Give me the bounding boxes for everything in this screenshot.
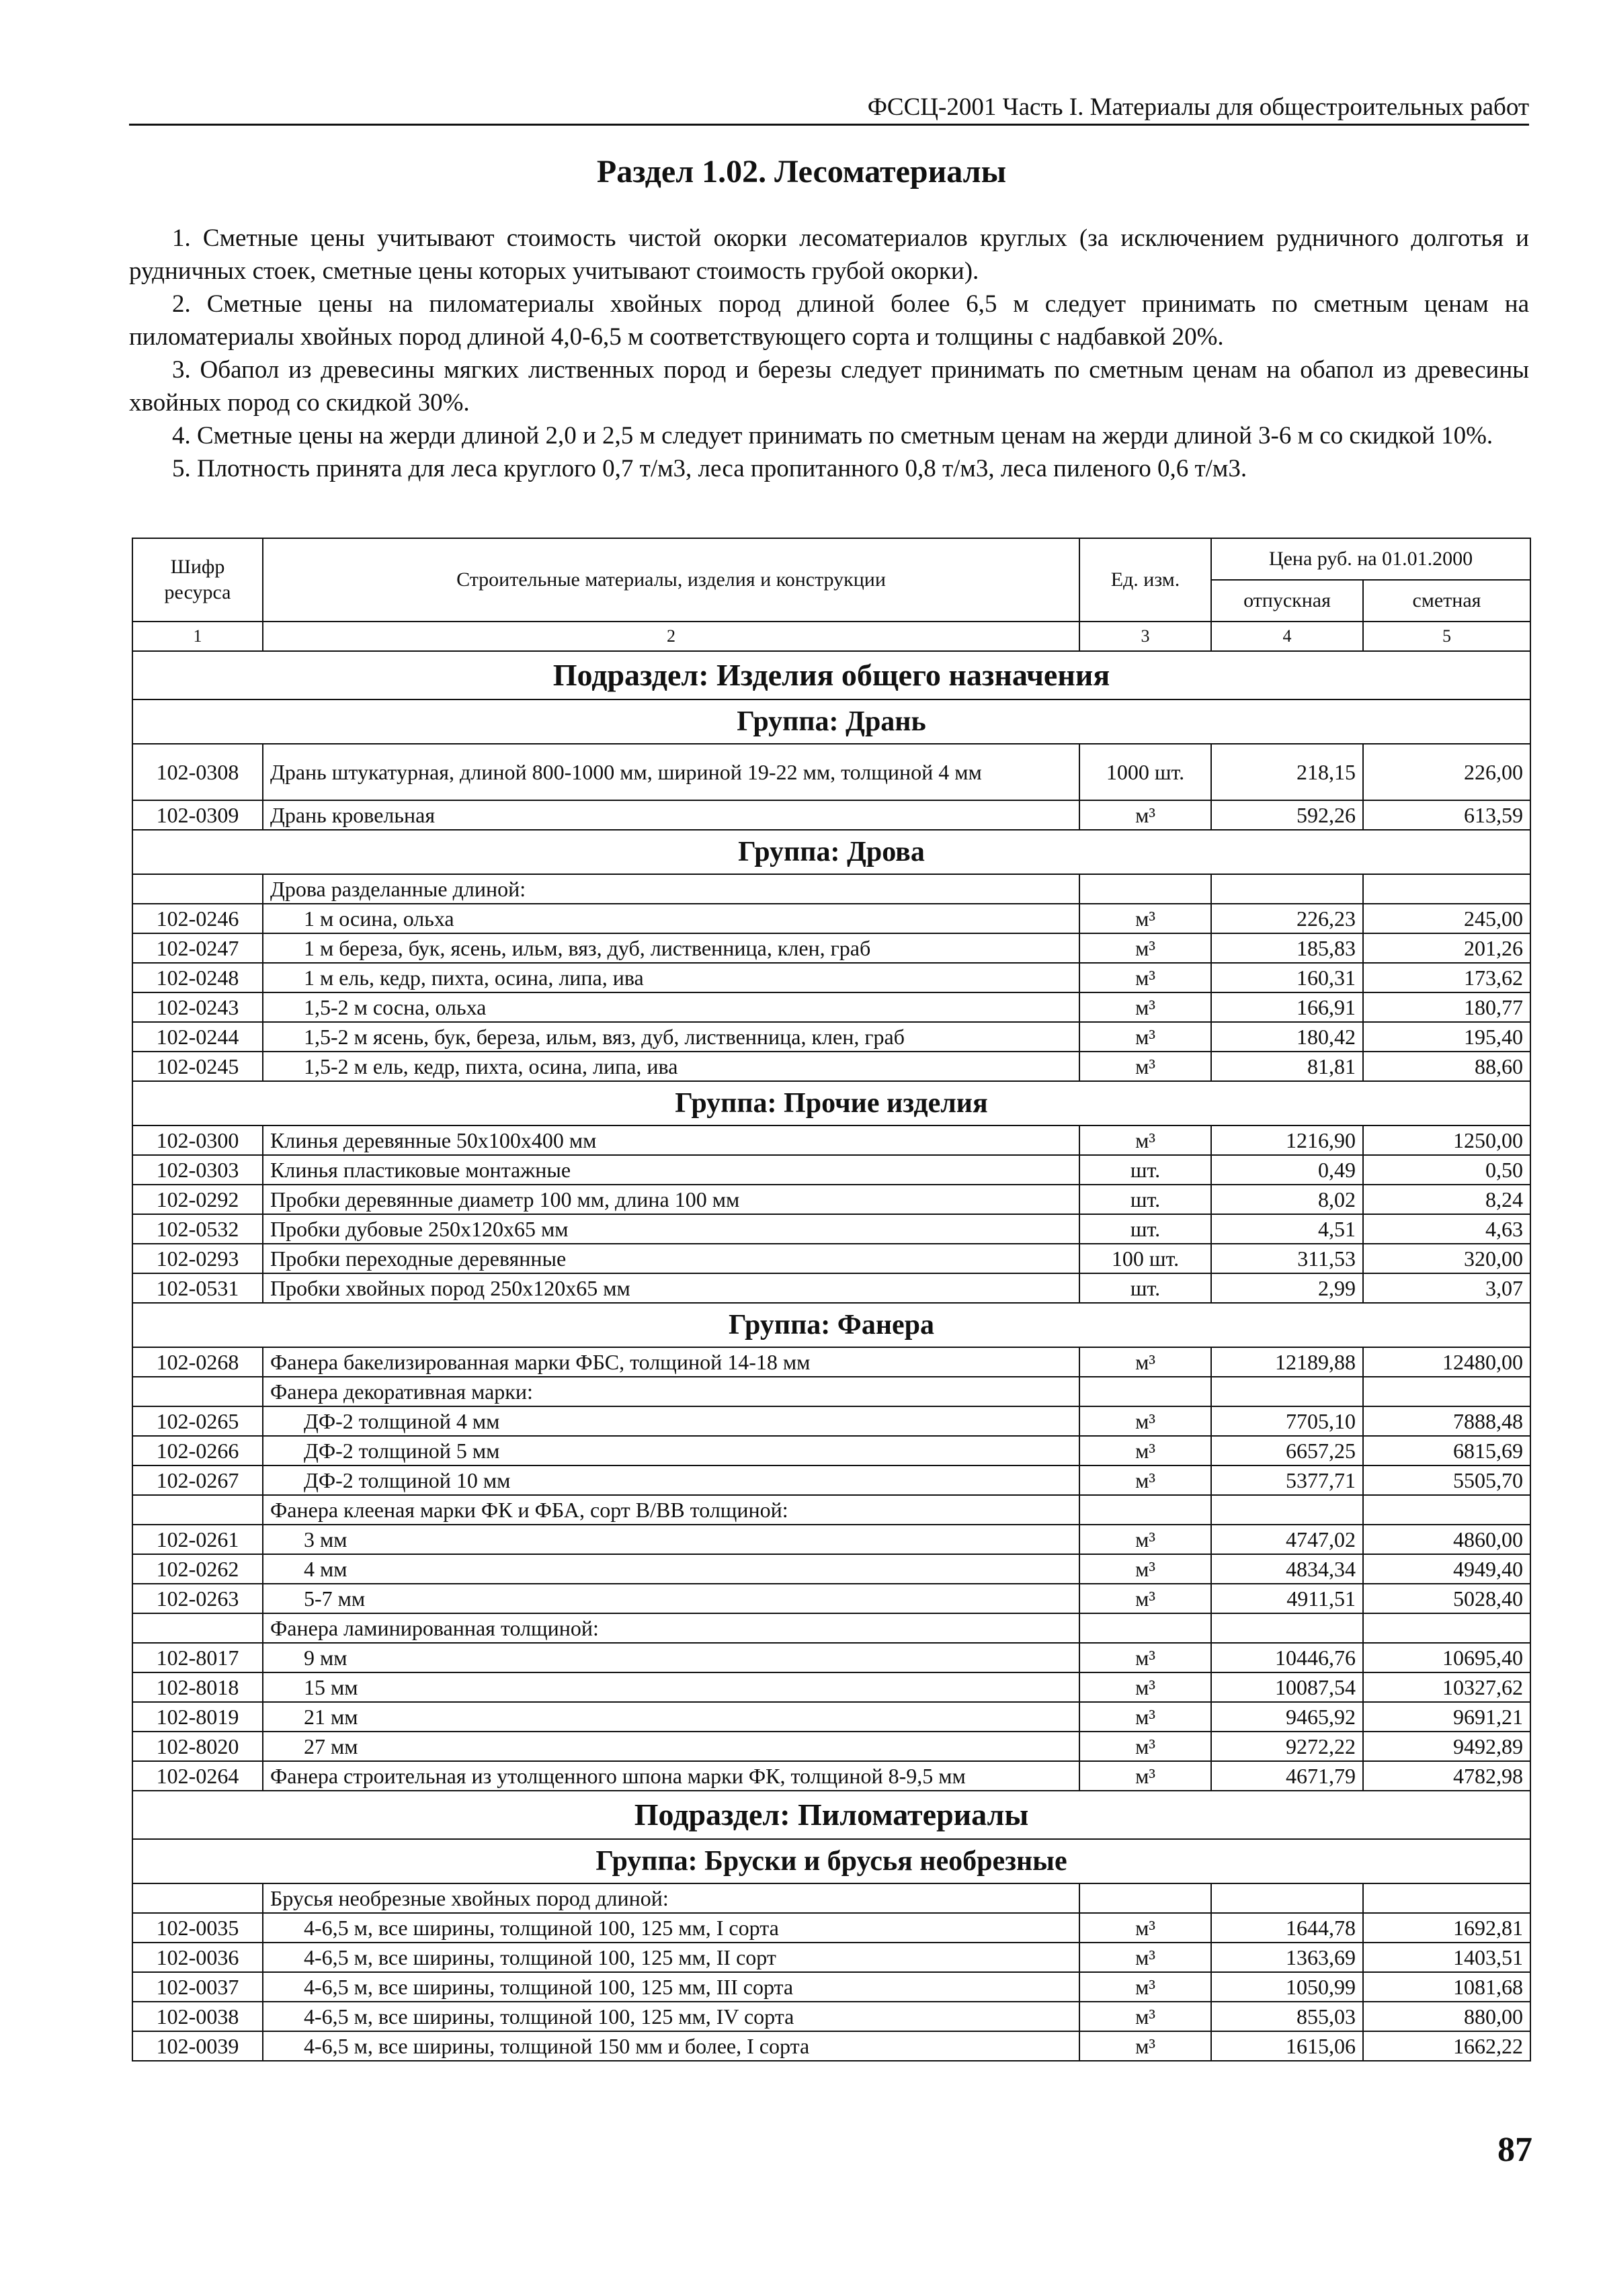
empty-cell (1211, 1495, 1363, 1525)
label-row (132, 1613, 1530, 1643)
release-price: 1644,78 (1211, 1913, 1363, 1943)
empty-cell (132, 1495, 263, 1525)
release-price: 4911,51 (1211, 1584, 1363, 1613)
unit-of-measure: м³ (1079, 1052, 1211, 1081)
item-name: 15 мм (263, 1672, 1079, 1702)
item-name: Пробки дубовые 250х120х65 мм (263, 1214, 1079, 1244)
unit-of-measure: м³ (1079, 800, 1211, 830)
empty-cell (1211, 1883, 1363, 1913)
release-price: 592,26 (1211, 800, 1363, 830)
item-name: Клинья деревянные 50х100х400 мм (263, 1125, 1079, 1155)
unit-of-measure: м³ (1079, 992, 1211, 1022)
column-numbers-row (132, 622, 1530, 651)
empty-cell (1211, 874, 1363, 904)
resource-code: 102-0247 (132, 933, 263, 963)
table-row (132, 1732, 1530, 1761)
header-name: Строительные материалы, изделия и конструкции (263, 538, 1079, 622)
item-name: 1,5-2 м сосна, ольха (263, 992, 1079, 1022)
item-name: 1,5-2 м ясень, бук, береза, ильм, вяз, дуб, лиственница, клен, граб (263, 1022, 1079, 1052)
item-name: 4-6,5 м, все ширины, толщиной 100, 125 мм, II сорт (263, 1943, 1079, 1972)
resource-code: 102-0532 (132, 1214, 263, 1244)
unit-of-measure: 1000 шт. (1079, 744, 1211, 800)
section-title: Раздел 1.02. Лесоматериалы (596, 154, 1007, 189)
item-name: Фанера строительная из утолщенного шпона марки ФК, толщиной 8-9,5 мм (263, 1761, 1079, 1791)
release-price: 9465,92 (1211, 1702, 1363, 1732)
header-estimate-price: сметная (1363, 580, 1530, 622)
table-row (132, 1406, 1530, 1436)
resource-code: 102-0531 (132, 1273, 263, 1303)
estimate-price: 245,00 (1363, 904, 1530, 933)
estimate-price: 1403,51 (1363, 1943, 1530, 1972)
table-row (132, 1702, 1530, 1732)
resource-code: 102-0037 (132, 1972, 263, 2002)
item-name: 27 мм (263, 1732, 1079, 1761)
release-price: 5377,71 (1211, 1465, 1363, 1495)
table-row (132, 1943, 1530, 1972)
resource-code: 102-0261 (132, 1525, 263, 1554)
empty-cell (1079, 1377, 1211, 1406)
item-name: Клинья пластиковые монтажные (263, 1155, 1079, 1185)
unit-of-measure: м³ (1079, 1584, 1211, 1613)
empty-cell (132, 874, 263, 904)
unit-of-measure: м³ (1079, 1554, 1211, 1584)
notes (129, 222, 1529, 485)
unit-of-measure: м³ (1079, 904, 1211, 933)
empty-cell (1211, 1613, 1363, 1643)
release-price: 10087,54 (1211, 1672, 1363, 1702)
estimate-price: 9691,21 (1363, 1702, 1530, 1732)
empty-cell (132, 1883, 263, 1913)
resource-code: 102-0038 (132, 2002, 263, 2031)
item-group-label: Дрова разделанные длиной: (263, 874, 1079, 904)
empty-cell (1363, 1495, 1530, 1525)
label-row (132, 1377, 1530, 1406)
resource-code: 102-0035 (132, 1913, 263, 1943)
table-row (132, 1672, 1530, 1702)
unit-of-measure: м³ (1079, 1913, 1211, 1943)
resource-code: 102-0245 (132, 1052, 263, 1081)
empty-cell (1079, 1883, 1211, 1913)
label-row (132, 874, 1530, 904)
table-row (132, 992, 1530, 1022)
estimate-price: 4782,98 (1363, 1761, 1530, 1791)
item-name: Пробки хвойных пород 250х120х65 мм (263, 1273, 1079, 1303)
group-title: Группа: Фанера (132, 1303, 1530, 1347)
item-group-label: Фанера декоративная марки: (263, 1377, 1079, 1406)
item-name: ДФ-2 толщиной 10 мм (263, 1465, 1079, 1495)
unit-of-measure: м³ (1079, 963, 1211, 992)
estimate-price: 7888,48 (1363, 1406, 1530, 1436)
estimate-price: 8,24 (1363, 1185, 1530, 1214)
release-price: 4747,02 (1211, 1525, 1363, 1554)
unit-of-measure: 100 шт. (1079, 1244, 1211, 1273)
table-row (132, 1643, 1530, 1672)
estimate-price: 613,59 (1363, 800, 1530, 830)
column-number: 1 (132, 622, 263, 651)
estimate-price: 173,62 (1363, 963, 1530, 992)
table-row (132, 2002, 1530, 2031)
unit-of-measure: м³ (1079, 1732, 1211, 1761)
label-row (132, 1495, 1530, 1525)
empty-cell (1363, 874, 1530, 904)
resource-code: 102-0039 (132, 2031, 263, 2061)
release-price: 218,15 (1211, 744, 1363, 800)
resource-code: 102-0266 (132, 1436, 263, 1465)
estimate-price: 180,77 (1363, 992, 1530, 1022)
item-group-label: Фанера клееная марки ФК и ФБА, сорт В/ВВ толщиной: (263, 1495, 1079, 1525)
resource-code: 102-0248 (132, 963, 263, 992)
estimate-price: 4,63 (1363, 1214, 1530, 1244)
release-price: 1363,69 (1211, 1943, 1363, 1972)
unit-of-measure: м³ (1079, 1465, 1211, 1495)
release-price: 166,91 (1211, 992, 1363, 1022)
item-group-label: Брусья необрезные хвойных пород длиной: (263, 1883, 1079, 1913)
estimate-price: 880,00 (1363, 2002, 1530, 2031)
resource-code: 102-8019 (132, 1702, 263, 1732)
table-row (132, 800, 1530, 830)
release-price: 10446,76 (1211, 1643, 1363, 1672)
resource-code: 102-8018 (132, 1672, 263, 1702)
release-price: 2,99 (1211, 1273, 1363, 1303)
estimate-price: 1250,00 (1363, 1125, 1530, 1155)
table-row (132, 1185, 1530, 1214)
table-row (132, 1761, 1530, 1791)
release-price: 6657,25 (1211, 1436, 1363, 1465)
resource-code: 102-0308 (132, 744, 263, 800)
release-price: 226,23 (1211, 904, 1363, 933)
release-price: 12189,88 (1211, 1347, 1363, 1377)
empty-cell (1363, 1613, 1530, 1643)
group-title: Группа: Бруски и брусья необрезные (132, 1839, 1530, 1883)
table-row (132, 1155, 1530, 1185)
unit-of-measure: м³ (1079, 1672, 1211, 1702)
unit-of-measure: м³ (1079, 933, 1211, 963)
empty-cell (1079, 1613, 1211, 1643)
unit-of-measure: шт. (1079, 1185, 1211, 1214)
resource-code: 102-0262 (132, 1554, 263, 1584)
table-row (132, 904, 1530, 933)
empty-cell (1079, 1495, 1211, 1525)
unit-of-measure: м³ (1079, 1761, 1211, 1791)
estimate-price: 10695,40 (1363, 1643, 1530, 1672)
release-price: 81,81 (1211, 1052, 1363, 1081)
table-row (132, 1022, 1530, 1052)
table-row (132, 2031, 1530, 2061)
table-row (132, 1554, 1530, 1584)
item-name: Пробки деревянные диаметр 100 мм, длина 100 мм (263, 1185, 1079, 1214)
release-price: 160,31 (1211, 963, 1363, 992)
resource-code: 102-0244 (132, 1022, 263, 1052)
empty-cell (1211, 1377, 1363, 1406)
group-row (132, 699, 1530, 744)
note-1: 1. Сметные цены учитывают стоимость чистой окорки лесоматериалов круглых (за исключением рудничного долготья и рудничных стоек, сметные цены которых учитывают стоимость грубой окорки). (129, 224, 1529, 285)
resource-code: 102-0036 (132, 1943, 263, 1972)
column-number: 2 (263, 622, 1079, 651)
empty-cell (1363, 1883, 1530, 1913)
item-name: 3 мм (263, 1525, 1079, 1554)
item-name: Фанера бакелизированная марки ФБС, толщиной 14-18 мм (263, 1347, 1079, 1377)
unit-of-measure: м³ (1079, 1022, 1211, 1052)
resource-code: 102-0246 (132, 904, 263, 933)
item-name: 21 мм (263, 1702, 1079, 1732)
estimate-price: 6815,69 (1363, 1436, 1530, 1465)
unit-of-measure: шт. (1079, 1155, 1211, 1185)
column-number: 3 (1079, 622, 1211, 651)
resource-code: 102-0293 (132, 1244, 263, 1273)
item-name: 4-6,5 м, все ширины, толщиной 100, 125 мм, IV сорта (263, 2002, 1079, 2031)
item-name: 9 мм (263, 1643, 1079, 1672)
release-price: 4,51 (1211, 1214, 1363, 1244)
note-3: 3. Обапол из древесины мягких лиственных пород и березы следует принимать по сметным ценам на обапол из древесины хвойных пород со скидкой 30%. (129, 356, 1529, 417)
item-name: Пробки переходные деревянные (263, 1244, 1079, 1273)
item-name: 5-7 мм (263, 1584, 1079, 1613)
estimate-price: 1081,68 (1363, 1972, 1530, 2002)
item-name: 4 мм (263, 1554, 1079, 1584)
estimate-price: 88,60 (1363, 1052, 1530, 1081)
empty-cell (1079, 874, 1211, 904)
unit-of-measure: м³ (1079, 1972, 1211, 2002)
unit-of-measure: м³ (1079, 1125, 1211, 1155)
release-price: 9272,22 (1211, 1732, 1363, 1761)
running-header: ФССЦ-2001 Часть I. Материалы для общестроительных работ (129, 93, 1529, 126)
note-4: 4. Сметные цены на жерди длиной 2,0 и 2,5 м следует принимать по сметным ценам на жерди длиной 3-6 м со скидкой 10%. (172, 422, 1493, 450)
subsection-title: Подраздел: Пиломатериалы (132, 1791, 1530, 1839)
estimate-price: 4860,00 (1363, 1525, 1530, 1554)
group-row (132, 830, 1530, 874)
item-name: 4-6,5 м, все ширины, толщиной 100, 125 мм, III сорта (263, 1972, 1079, 2002)
table-row (132, 1465, 1530, 1495)
table-row (132, 1913, 1530, 1943)
release-price: 8,02 (1211, 1185, 1363, 1214)
empty-cell (132, 1377, 263, 1406)
release-price: 855,03 (1211, 2002, 1363, 2031)
empty-cell (132, 1613, 263, 1643)
estimate-price: 0,50 (1363, 1155, 1530, 1185)
item-name: Дрань штукатурная, длиной 800-1000 мм, шириной 19-22 мм, толщиной 4 мм (263, 744, 1079, 800)
group-title: Группа: Дрань (132, 699, 1530, 744)
group-title: Группа: Прочие изделия (132, 1081, 1530, 1125)
header-release-price: отпускная (1211, 580, 1363, 622)
unit-of-measure: шт. (1079, 1273, 1211, 1303)
item-group-label: Фанера ламинированная толщиной: (263, 1613, 1079, 1643)
resource-code: 102-0264 (132, 1761, 263, 1791)
table-header-row (132, 538, 1530, 580)
resource-code: 102-0265 (132, 1406, 263, 1436)
table-row (132, 1052, 1530, 1081)
resource-code: 102-0263 (132, 1584, 263, 1613)
label-row (132, 1883, 1530, 1913)
unit-of-measure: м³ (1079, 1436, 1211, 1465)
estimate-price: 5505,70 (1363, 1465, 1530, 1495)
subsection-row (132, 651, 1530, 699)
unit-of-measure: м³ (1079, 1525, 1211, 1554)
item-name: Дрань кровельная (263, 800, 1079, 830)
unit-of-measure: м³ (1079, 1702, 1211, 1732)
table-row (132, 1972, 1530, 2002)
resource-code: 102-0309 (132, 800, 263, 830)
header-code: Шифр ресурса (132, 538, 263, 622)
estimate-price: 3,07 (1363, 1273, 1530, 1303)
release-price: 180,42 (1211, 1022, 1363, 1052)
unit-of-measure: м³ (1079, 2002, 1211, 2031)
table-row (132, 1244, 1530, 1273)
resource-code: 102-8020 (132, 1732, 263, 1761)
unit-of-measure: м³ (1079, 1406, 1211, 1436)
estimate-price: 320,00 (1363, 1244, 1530, 1273)
estimate-price: 195,40 (1363, 1022, 1530, 1052)
unit-of-measure: м³ (1079, 2031, 1211, 2061)
release-price: 185,83 (1211, 933, 1363, 963)
estimate-price: 4949,40 (1363, 1554, 1530, 1584)
table-row (132, 1525, 1530, 1554)
resource-code: 102-0268 (132, 1347, 263, 1377)
subsection-title: Подраздел: Изделия общего назначения (132, 651, 1530, 699)
unit-of-measure: шт. (1079, 1214, 1211, 1244)
empty-cell (1363, 1377, 1530, 1406)
resource-code: 102-0303 (132, 1155, 263, 1185)
item-name: 1,5-2 м ель, кедр, пихта, осина, липа, ива (263, 1052, 1079, 1081)
estimate-price: 226,00 (1363, 744, 1530, 800)
unit-of-measure: м³ (1079, 1347, 1211, 1377)
release-price: 0,49 (1211, 1155, 1363, 1185)
release-price: 311,53 (1211, 1244, 1363, 1273)
table-row (132, 933, 1530, 963)
unit-of-measure: м³ (1079, 1943, 1211, 1972)
column-number: 5 (1363, 622, 1530, 651)
item-name: ДФ-2 толщиной 5 мм (263, 1436, 1079, 1465)
table-row (132, 1214, 1530, 1244)
header-price: Цена руб. на 01.01.2000 (1211, 538, 1530, 580)
release-price: 1216,90 (1211, 1125, 1363, 1155)
item-name: 1 м осина, ольха (263, 904, 1079, 933)
estimate-price: 10327,62 (1363, 1672, 1530, 1702)
resource-code: 102-0267 (132, 1465, 263, 1495)
estimate-price: 5028,40 (1363, 1584, 1530, 1613)
estimate-price: 1692,81 (1363, 1913, 1530, 1943)
estimate-price: 12480,00 (1363, 1347, 1530, 1377)
table-row (132, 1125, 1530, 1155)
item-name: 1 м береза, бук, ясень, ильм, вяз, дуб, лиственница, клен, граб (263, 933, 1079, 963)
resource-code: 102-0300 (132, 1125, 263, 1155)
table-row (132, 1347, 1530, 1377)
release-price: 4671,79 (1211, 1761, 1363, 1791)
group-row (132, 1303, 1530, 1347)
release-price: 4834,34 (1211, 1554, 1363, 1584)
item-name: 4-6,5 м, все ширины, толщиной 100, 125 мм, I сорта (263, 1913, 1079, 1943)
release-price: 7705,10 (1211, 1406, 1363, 1436)
resource-code: 102-0243 (132, 992, 263, 1022)
release-price: 1615,06 (1211, 2031, 1363, 2061)
note-5: 5. Плотность принята для леса круглого 0,7 т/м3, леса пропитанного 0,8 т/м3, леса пиленого 0,6 т/м3. (172, 455, 1247, 482)
subsection-row (132, 1791, 1530, 1839)
column-number: 4 (1211, 622, 1363, 651)
item-name: 4-6,5 м, все ширины, толщиной 150 мм и более, I сорта (263, 2031, 1079, 2061)
group-row (132, 1839, 1530, 1883)
note-2: 2. Сметные цены на пиломатериалы хвойных пород длиной более 6,5 м следует принимать по сметным ценам на пиломатериалы хвойных пород длиной 4,0-6,5 м соответствующего сорта и толщины с надбавкой 20%. (129, 290, 1529, 351)
table-row (132, 1436, 1530, 1465)
estimate-price: 201,26 (1363, 933, 1530, 963)
table-body (132, 651, 1530, 2061)
estimate-price: 9492,89 (1363, 1732, 1530, 1761)
table-row (132, 1584, 1530, 1613)
item-name: ДФ-2 толщиной 4 мм (263, 1406, 1079, 1436)
resource-code: 102-8017 (132, 1643, 263, 1672)
table-row (132, 744, 1530, 800)
release-price: 1050,99 (1211, 1972, 1363, 2002)
group-title: Группа: Дрова (132, 830, 1530, 874)
resource-price-table (132, 538, 1531, 2061)
table-row (132, 963, 1530, 992)
resource-code: 102-0292 (132, 1185, 263, 1214)
unit-of-measure: м³ (1079, 1643, 1211, 1672)
estimate-price: 1662,22 (1363, 2031, 1530, 2061)
page-number: 87 (1497, 2131, 1532, 2169)
group-row (132, 1081, 1530, 1125)
header-unit: Ед. изм. (1079, 538, 1211, 622)
table-row (132, 1273, 1530, 1303)
item-name: 1 м ель, кедр, пихта, осина, липа, ива (263, 963, 1079, 992)
